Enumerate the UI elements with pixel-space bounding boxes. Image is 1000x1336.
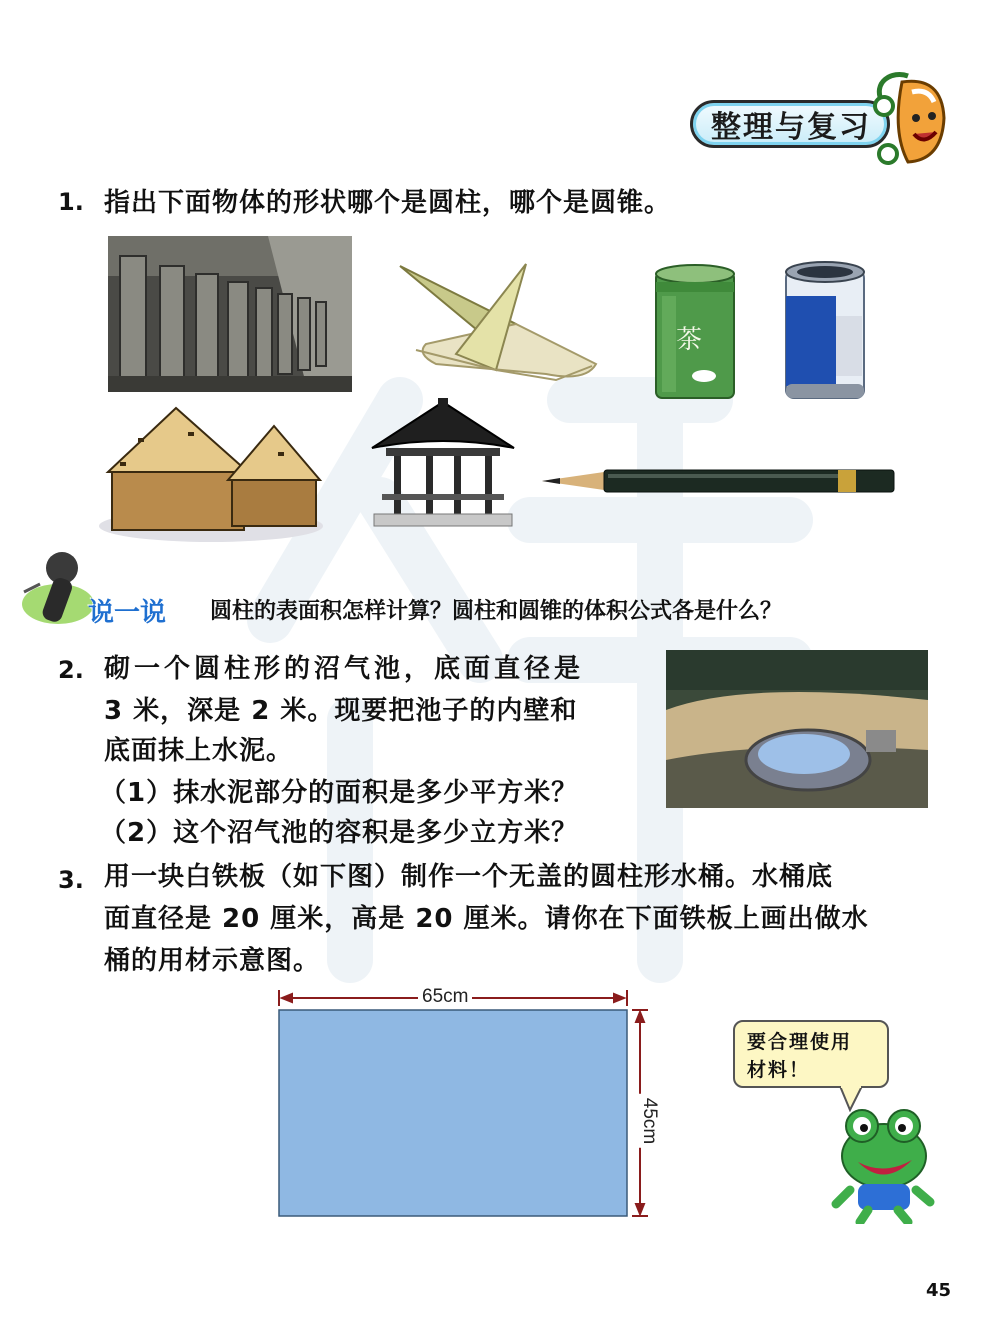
q2-line-2: 3 米，深是 2 米。现要把池子的内壁和 <box>104 696 578 726</box>
tea-can-photo <box>652 262 738 402</box>
bubble-line-1: 要合理使用 <box>747 1031 853 1053</box>
colonnade-photo <box>108 236 352 392</box>
tin-sheet-diagram <box>270 984 670 1224</box>
q2-sub-1: （1）抹水泥部分的面积是多少平方米？ <box>100 778 579 808</box>
frog-mascot-icon <box>828 1104 938 1224</box>
bubble-line-2: 材料！ <box>747 1059 811 1081</box>
tea-can-label: 茶 <box>676 325 703 355</box>
q2-line-3: 底面抹上水泥。 <box>104 736 294 766</box>
section-banner <box>690 100 890 148</box>
sheet-height-label: 45cm <box>638 1094 660 1148</box>
q2-sub-2: （2）这个沼气池的容积是多少立方米？ <box>100 818 579 848</box>
q2-number: 2. <box>58 656 84 684</box>
pavilion-photo <box>368 398 518 528</box>
biogas-pit-photo <box>666 650 928 808</box>
sheet-width-label: 65cm <box>418 986 472 1008</box>
q2-line-1: 砌一个圆柱形的沼气池，底面直径是 <box>104 654 585 684</box>
grain-silo-photo <box>98 402 324 542</box>
drink-can-photo <box>782 256 868 404</box>
bamboo-shoot-photo <box>396 254 606 384</box>
q1-text: 指出下面物体的形状哪个是圆柱，哪个是圆锥。 <box>104 188 672 218</box>
shuo-label: 说一说 <box>88 598 167 628</box>
q3-line-3: 桶的用材示意图。 <box>104 946 321 976</box>
page-number: 45 <box>926 1280 952 1301</box>
q3-number: 3. <box>58 866 84 894</box>
pencil-photo <box>538 466 900 496</box>
tin-sheet <box>279 1010 627 1216</box>
section-title: 整理与复习 <box>711 110 871 145</box>
q3-line-2: 面直径是 20 厘米，高是 20 厘米。请你在下面铁板上画出做水 <box>104 904 869 934</box>
speech-bubble <box>733 1020 889 1088</box>
q3-line-1: 用一块白铁板（如下图）制作一个无盖的圆柱形水桶。水桶底 <box>104 862 834 892</box>
q1-number: 1. <box>58 188 84 216</box>
microphone-mascot-icon <box>18 548 98 628</box>
shuo-text: 圆柱的表面积怎样计算？圆柱和圆锥的体积公式各是什么？ <box>210 599 783 624</box>
mouse-mascot-icon <box>862 62 952 172</box>
